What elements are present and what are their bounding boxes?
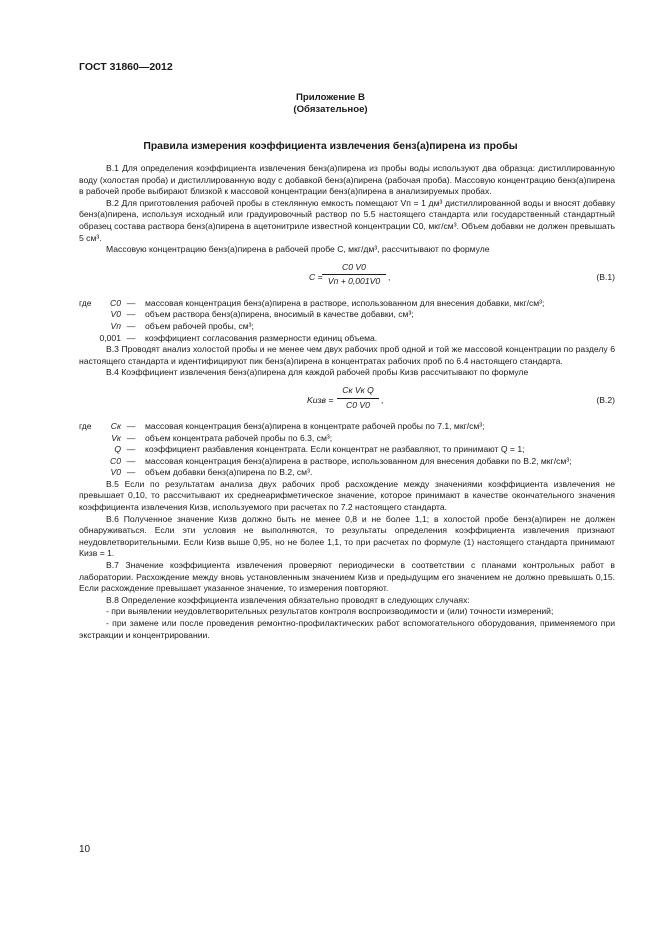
variable-description: объем добавки бенз(а)пирена по В.2, см³. xyxy=(145,467,313,478)
paragraph-b8-item2: - при замене или после проведения ремонтно-профилактических работ вспомогательного оборудования, применяемого при экстракции и концентрировании. xyxy=(79,618,615,640)
paragraph-b4: В.4 Коэффициент извлечения бенз(а)пирена для каждой рабочей пробы Кизв рассчитывают по формуле xyxy=(106,367,529,378)
variable-symbol: V0 xyxy=(110,309,121,320)
variable-description: массовая концентрация бенз(а)пирена в растворе, использованном для внесения добавки, мкг/см³; xyxy=(145,297,545,308)
section-title: Правила измерения коэффициента извлечения бенз(а)пирена из пробы xyxy=(143,141,518,152)
formula-b1-trail: , xyxy=(388,271,391,282)
variable-description: массовая концентрация бенз(а)пирена в концентрате рабочей пробы по 7.1, мкг/см³; xyxy=(145,420,485,431)
variable-symbol: 0,001 xyxy=(99,332,121,343)
variables-b2 xyxy=(79,421,615,479)
dash-separator: — xyxy=(126,455,136,466)
variable-row xyxy=(79,456,615,468)
formula-b1-number: (В.1) xyxy=(596,271,615,282)
formula-b1-lhs: C = xyxy=(309,271,323,282)
dash-separator: — xyxy=(126,320,136,331)
dash-separator: — xyxy=(126,309,136,320)
paragraph-b6: В.6 Полученное значение Кизв должно быть не менее 0,8 и не более 1,1; в холостой пробе бенз(а)пирен не должен обнаруживаться. Если эти условия не выполняются, то результаты определения коэффициента извлечения признают неудовлетворительными. Если Кизв выше 0,95, но не более 1,1, то при расчетах по формуле (1) настоящего стандарта принимают Кизв = 1. xyxy=(79,513,615,559)
dash-separator: — xyxy=(126,420,136,431)
dash-separator: — xyxy=(126,432,136,443)
paragraph-b7: В.7 Значение коэффициента извлечения проверяют периодически в соответствии с планами контрольных работ в лаборатории. Расхождение между вновь установленным значением Кизв и предыдущим его значением не должно превышать 0,15. Если расхождение превышает указанное значение, то измерения повторяют. xyxy=(79,560,615,594)
formula-b2-denominator: C0 V0 xyxy=(346,399,370,410)
standard-code: ГОСТ 31860—2012 xyxy=(79,61,173,73)
paragraph-b1: В.1 Для определения коэффициента извлечения бенз(а)пирена из пробы воды используют два образца: дистиллированную воду (холостая проба) и дистиллированную воду с добавкой бенз(а)пирена (рабочая проба). Массовую концентрацию бенз(а)пирена в рабочей пробе выбирают близкой к массовой концентрации бенз(а)пирена в анализируемых пробах. xyxy=(79,163,615,197)
formula-b2-fraction xyxy=(337,385,379,411)
page-number: 10 xyxy=(79,844,91,855)
variable-description: объем концентрата рабочей пробы по 6.3, см³; xyxy=(145,432,333,443)
formula-b2-numerator: Cк Vк Q xyxy=(337,385,379,399)
where-label: где xyxy=(79,420,92,431)
variable-row xyxy=(79,467,615,479)
where-label: где xyxy=(79,297,92,308)
dash-separator: — xyxy=(126,332,136,343)
appendix-heading xyxy=(0,92,661,116)
variable-row xyxy=(79,433,615,445)
variable-symbol: Vк xyxy=(111,432,121,443)
appendix-status: (Обязательное) xyxy=(293,104,368,115)
variable-symbol: Vп xyxy=(110,320,121,331)
body-text xyxy=(79,163,615,641)
variable-row xyxy=(79,309,615,321)
variable-description: массовая концентрация бенз(а)пирена в растворе, использованном для внесения добавки по В.2, мкг/см³; xyxy=(145,455,572,466)
formula-b1-numerator: C0 V0 xyxy=(322,262,386,276)
variable-row xyxy=(79,421,615,433)
variable-row xyxy=(79,444,615,456)
paragraph-b8: В.8 Определение коэффициента извлечения обязательно проводят в следующих случаях: xyxy=(106,594,470,605)
variable-row xyxy=(79,333,615,345)
formula-b2-number: (В.2) xyxy=(596,394,615,405)
formula-b1-denominator: Vп + 0,001V0 xyxy=(327,276,381,287)
paragraph-b8-item1: - при выявлении неудовлетворительных результатов контроля воспроизводимости и (или) точности измерений; xyxy=(106,606,554,617)
formula-b1-fraction xyxy=(322,262,386,288)
paragraph-b2-formula-intro: Массовую концентрацию бенз(а)пирена в рабочей пробе C, мкг/дм³, рассчитывают по формуле xyxy=(106,244,490,255)
variable-symbol: V0 xyxy=(110,467,121,478)
formula-b1 xyxy=(79,262,615,296)
variable-symbol: C0 xyxy=(110,455,121,466)
variable-description: коэффициент разбавления концентрата. Если концентрат не разбавляют, то принимают Q = 1; xyxy=(145,444,525,455)
paragraph-b3: В.3 Проводят анализ холостой пробы и не менее чем двух рабочих проб одной и той же массовой концентрации по разделу 6 настоящего стандарта и идентифицируют пик бенз(а)пирена в концентратах рабочих проб по 6.4 настоящего стандарта. xyxy=(79,344,615,366)
variable-row xyxy=(79,321,615,333)
variable-description: объем раствора бенз(а)пирена, вносимый в качестве добавки, см³; xyxy=(145,309,414,320)
formula-b2-lhs: Kизв = xyxy=(307,394,334,405)
variable-symbol: Q xyxy=(114,444,121,455)
variable-description: коэффициент согласования размерности единиц объема. xyxy=(145,332,378,343)
formula-b2 xyxy=(79,385,615,419)
variable-description: объем рабочей пробы, см³; xyxy=(145,320,254,331)
dash-separator: — xyxy=(126,297,136,308)
variable-row xyxy=(79,298,615,310)
dash-separator: — xyxy=(126,467,136,478)
paragraph-b5: В.5 Если по результатам анализа двух рабочих проб расхождение между значениями коэффициента извлечения не превышает 0,10, то рассчитывают их среднеарифметическое значение, которое принимают в качестве окончательного значения коэффициента извлечения Кизв, используемого при расчетах по 7.2 настоящего стандарта. xyxy=(79,478,615,513)
appendix-title: Приложение В xyxy=(296,92,365,103)
paragraph-b2: В.2 Для приготовления рабочей пробы в стеклянную емкость помещают Vп = 1 дм³ дистиллированной воды и вносят добавку бенз(а)пирена, используя исходный или градуировочный раствор по 5.5 настоящего стандарта или государственный стандартный образец состава раствора бенз(а)пирена в ацетонитриле известной концентрации C0, мкг/см³. Объем добавки не должен превышать 5 см³. xyxy=(79,197,615,243)
formula-b2-trail: , xyxy=(381,394,384,405)
variables-b1 xyxy=(79,298,615,344)
variable-symbol: C0 xyxy=(110,297,121,308)
variable-symbol: Cк xyxy=(110,420,121,431)
dash-separator: — xyxy=(126,444,136,455)
